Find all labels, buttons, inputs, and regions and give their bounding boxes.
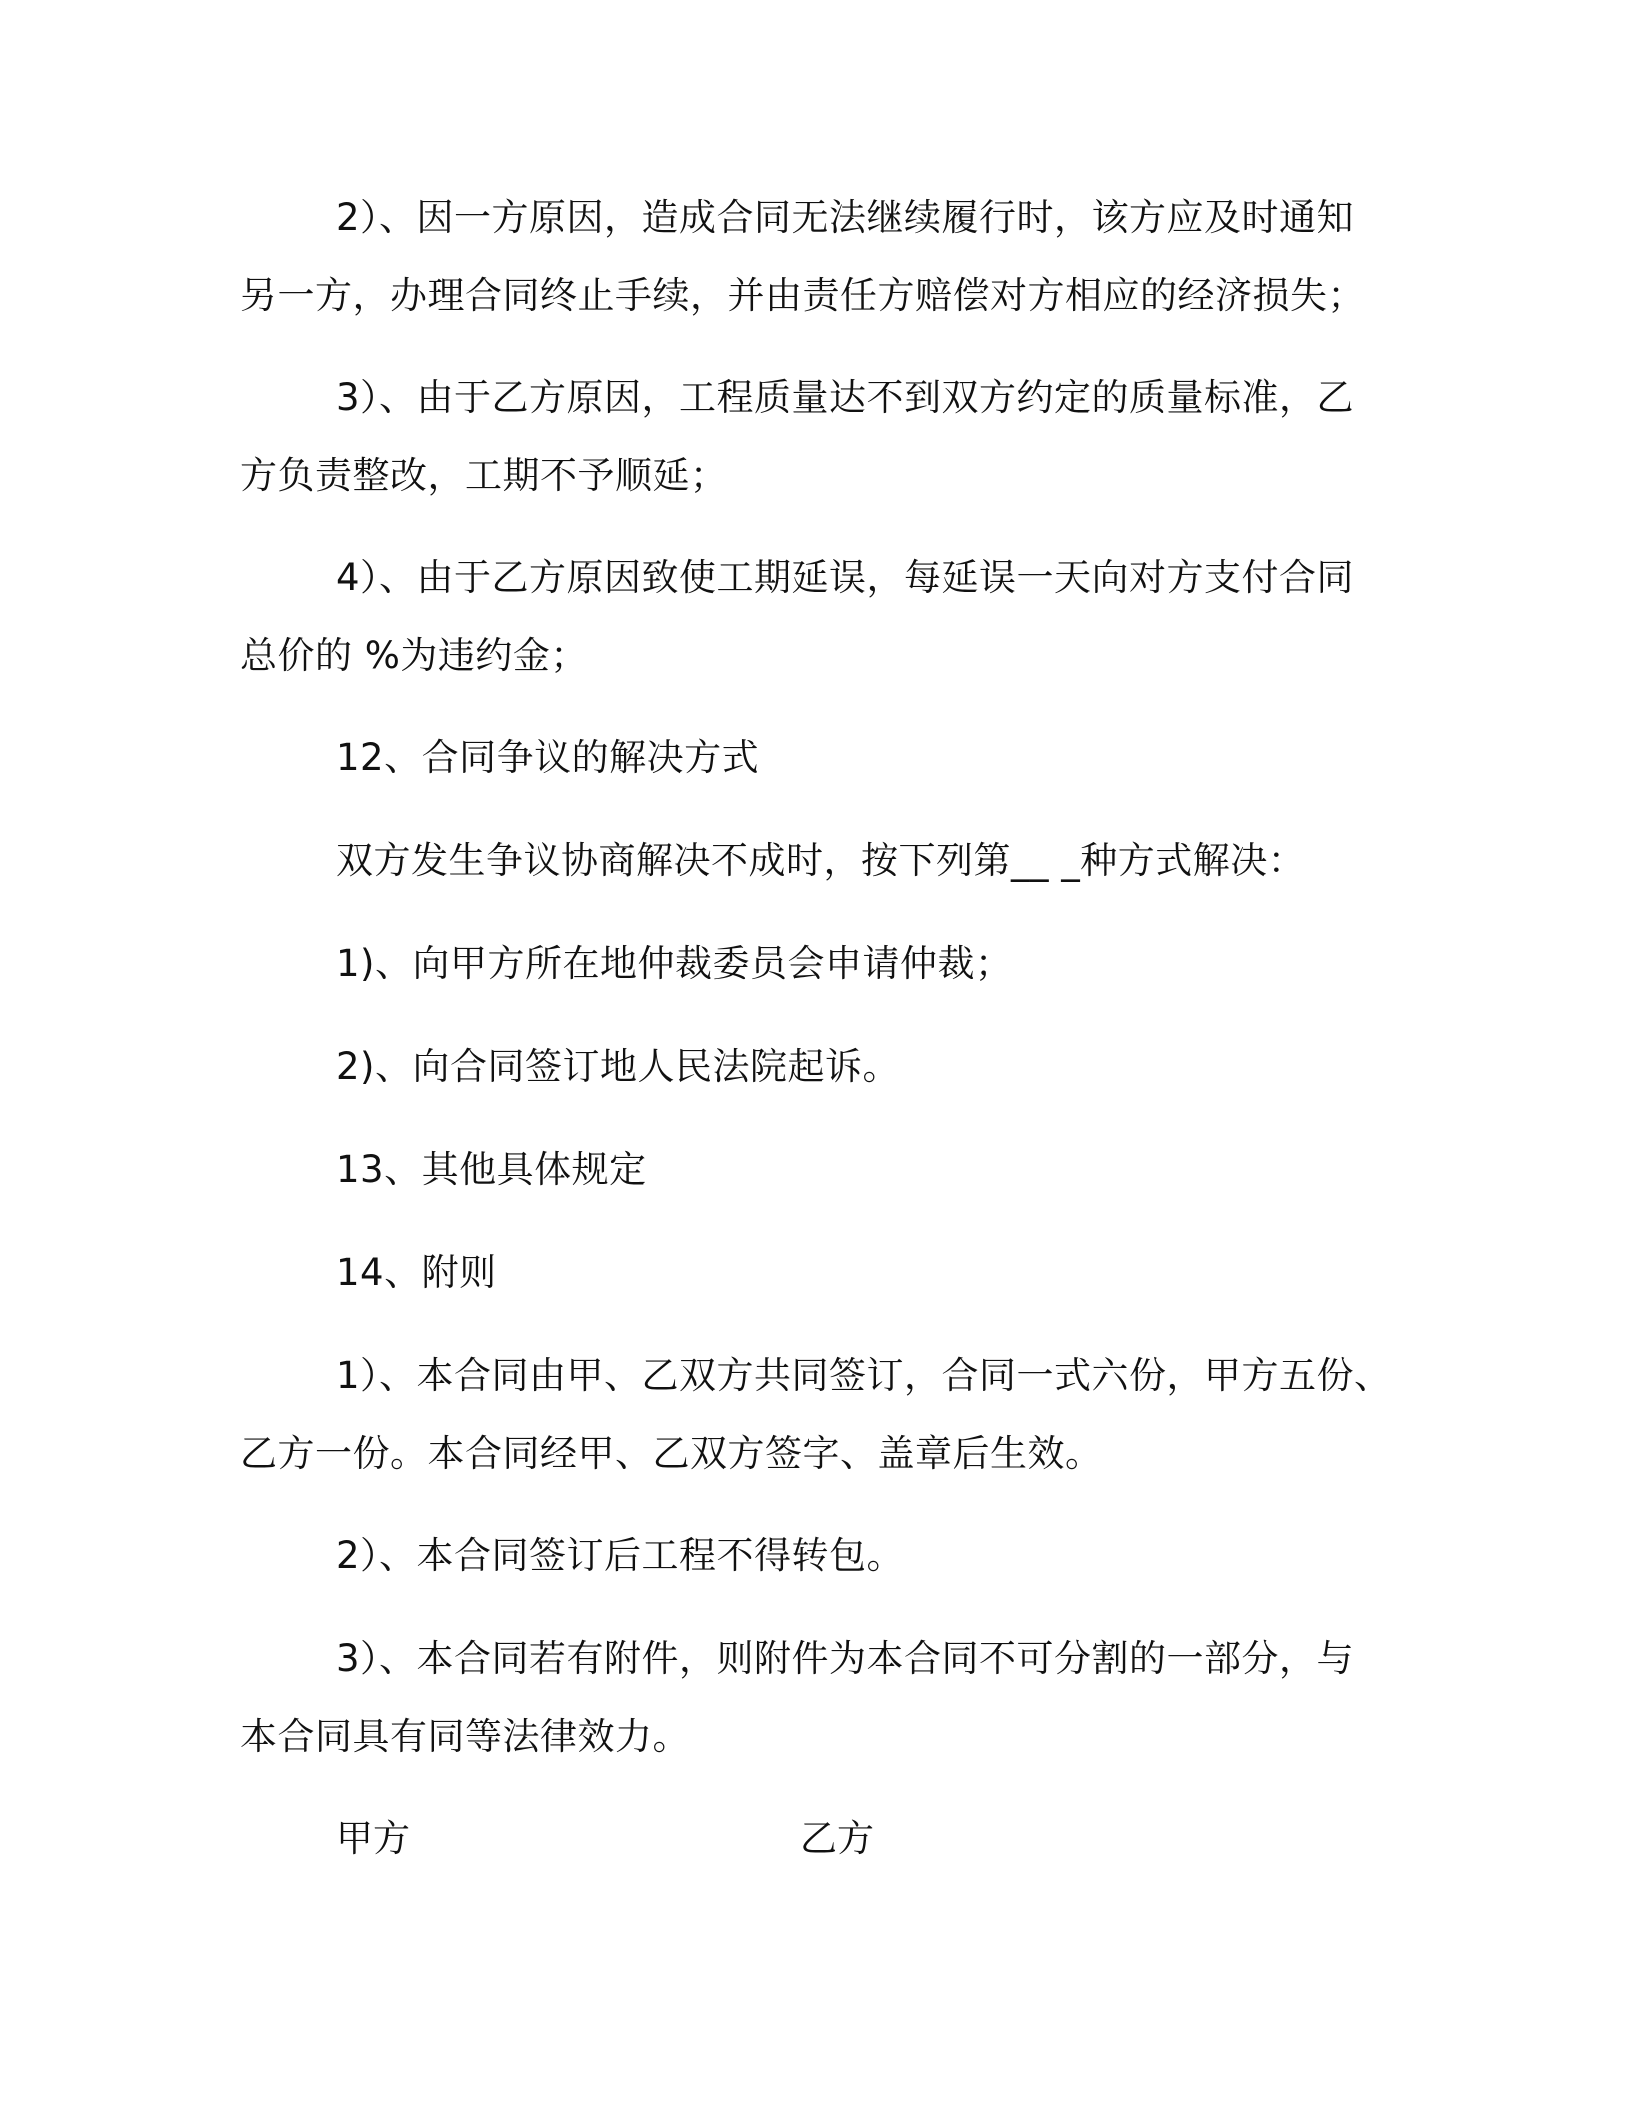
section-12-title: 12、合同争议的解决方式 [336, 736, 760, 779]
annex-3-line-2: 本合同具有同等法律效力。 [240, 1715, 690, 1758]
annex-1-line-1: 1）、本合同由甲、乙双方共同签订，合同一式六份，甲方五份、 [336, 1354, 1392, 1397]
signature-party-a: 甲方 [336, 1817, 410, 1860]
section-14-title: 14、附则 [336, 1251, 497, 1294]
section-12-option-2: 2)、向合同签订地人民法院起诉。 [336, 1045, 900, 1088]
annex-1-line-2: 乙方一份。本合同经甲、乙双方签字、盖章后生效。 [240, 1432, 1103, 1475]
clause-breach-3-line-2: 方负责整改，工期不予顺延； [240, 454, 728, 497]
clause-breach-2-line-2: 另一方，办理合同终止手续，并由责任方赔偿对方相应的经济损失； [240, 274, 1365, 317]
section-13-title: 13、其他具体规定 [336, 1148, 647, 1191]
signature-party-b: 乙方 [800, 1817, 874, 1860]
annex-2: 2）、本合同签订后工程不得转包。 [336, 1534, 905, 1577]
clause-breach-2-line-1: 2）、因一方原因，造成合同无法继续履行时，该方应及时通知 [336, 196, 1355, 239]
clause-breach-4-line-1: 4）、由于乙方原因致使工期延误，每延误一天向对方支付合同 [336, 556, 1355, 599]
clause-breach-4-line-2: 总价的 %为违约金； [240, 634, 588, 677]
section-12-option-1: 1)、向甲方所在地仲裁委员会申请仲裁； [336, 942, 1013, 985]
section-12-intro: 双方发生争议协商解决不成时，按下列第__ _种方式解决： [336, 839, 1306, 882]
annex-3-line-1: 3）、本合同若有附件，则附件为本合同不可分割的一部分，与 [336, 1637, 1355, 1680]
clause-breach-3-line-1: 3）、由于乙方原因，工程质量达不到双方约定的质量标准，乙 [336, 376, 1355, 419]
